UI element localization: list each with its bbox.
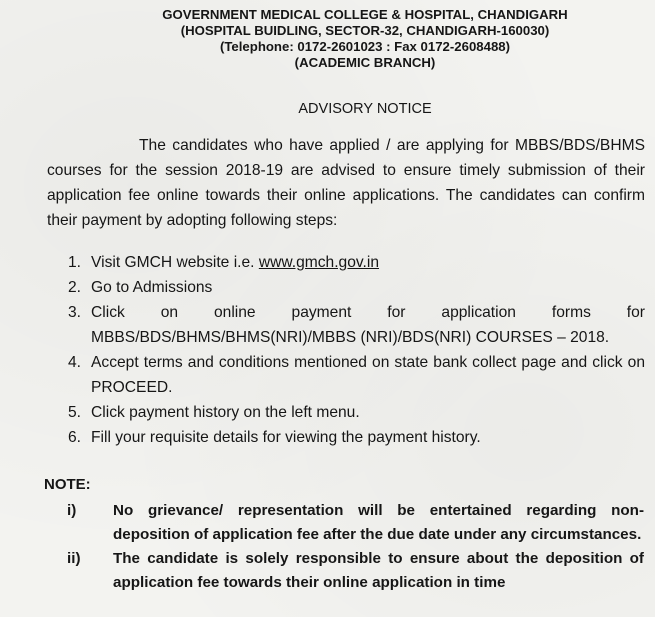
institution-name: GOVERNMENT MEDICAL COLLEGE & HOSPITAL, CHANDIGARH (162, 7, 568, 22)
step-number: 3. (68, 304, 82, 321)
institution-branch: (ACADEMIC BRANCH) (294, 55, 436, 70)
step-item (68, 275, 645, 300)
step-item (68, 350, 645, 400)
payment-steps-list (68, 250, 645, 450)
note-number: ii) (67, 550, 81, 567)
step-item (68, 425, 645, 450)
note-text: The candidate is solely responsible to ensure about the deposition of application fee towards their online application in time (113, 550, 644, 591)
notice-title: ADVISORY NOTICE (298, 101, 432, 117)
note-item (67, 547, 644, 595)
intro-paragraph (47, 133, 645, 233)
letterhead (0, 7, 655, 71)
step-number: 4. (68, 354, 82, 371)
step-text: Visit GMCH website i.e. (91, 254, 259, 271)
notes-list (67, 499, 644, 595)
note-number: i) (67, 502, 77, 519)
gmch-website-link[interactable]: www.gmch.gov.in (258, 254, 380, 271)
step-item (68, 400, 645, 425)
step-text: Click payment history on the left menu. (91, 404, 360, 421)
step-number: 1. (68, 254, 82, 271)
institution-contact: (Telephone: 0172-2601023 : Fax 0172-2608488) (219, 39, 511, 54)
step-text: Click on online payment for application forms for MBBS/BDS/BHMS/BHMS(NRI)/MBBS (NRI)/BDS(NRI) COURSES – 2018. (91, 304, 645, 346)
step-number: 5. (68, 404, 82, 421)
step-item (68, 250, 645, 275)
intro-text: The candidates who have applied / are applying for MBBS/BDS/BHMS courses for the session 2018-19 are advised to ensure timely submission of their application fee online towards their online applications. The candidates can confirm their payment by adopting following steps: (47, 137, 645, 229)
note-text: No grievance/ representation will be entertained regarding non-deposition of application fee after the due date under any circumstances. (113, 502, 644, 543)
note-item (67, 499, 644, 547)
step-text: Accept terms and conditions mentioned on state bank collect page and click on PROCEED. (91, 354, 645, 396)
step-number: 2. (68, 279, 82, 296)
step-item (68, 300, 645, 350)
step-number: 6. (68, 429, 82, 446)
note-heading: NOTE: (44, 476, 91, 493)
institution-address: (HOSPITAL BUIDLING, SECTOR-32, CHANDIGARH-160030) (180, 23, 550, 38)
step-text: Fill your requisite details for viewing the payment history. (91, 429, 481, 446)
step-text: Go to Admissions (91, 279, 213, 296)
